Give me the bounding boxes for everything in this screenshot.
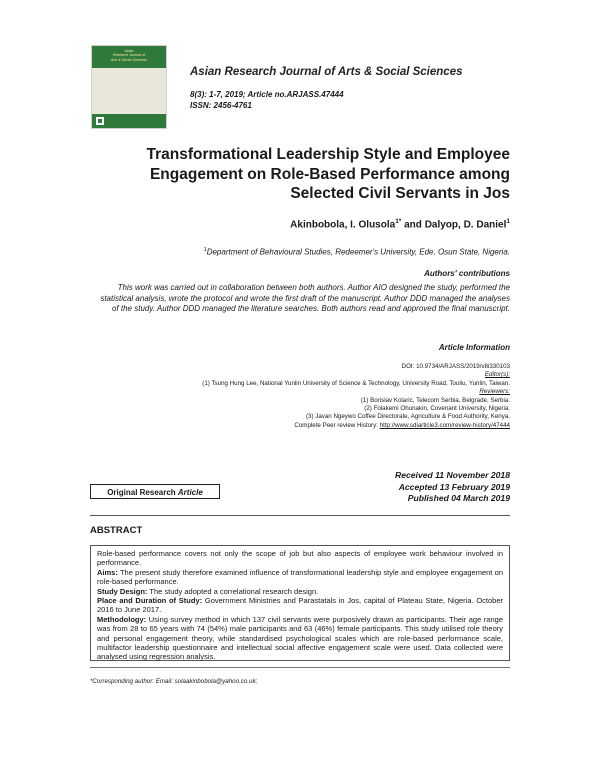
corresponding-author-footnote: *Corresponding author: Email: solaakinbobola@yahoo.co.uk; xyxy=(90,678,258,685)
contributions-heading: Authors' contributions xyxy=(424,269,510,278)
place-text: Government Ministries and Parastatals in Jos, capital of Plateau State, Nigeria. October 2016 to June 2017. xyxy=(97,596,503,615)
journal-cover-image xyxy=(91,45,167,129)
design-label: Study Design: xyxy=(97,586,148,596)
place-label: Place and Duration of Study: xyxy=(97,596,203,606)
date-accepted: Accepted 13 February 2019 xyxy=(398,481,510,492)
affiliation-mark: 1 xyxy=(203,247,207,253)
author-affiliation-mark: 1* xyxy=(395,218,402,225)
doi: DOI: 10.9734/ARJASS/2019/v8i330103 xyxy=(401,363,510,370)
abstract-methodology xyxy=(97,615,503,662)
cover-title-band xyxy=(92,46,166,68)
reviewer-entry: (2) Folakemi Ohunakin, Covenant University, Nigeria. xyxy=(364,405,510,413)
author-affiliation-mark: 1 xyxy=(506,218,510,225)
aims-text: The present study therefore examined influence of transformational leadership style and employee engagement on role-based performance. xyxy=(97,567,503,587)
affiliation-text: Department of Behavioural Studies, Redeemer's University, Ede, Osun State, Nigeria. xyxy=(206,247,510,257)
author-name: Dalyop, D. Daniel xyxy=(424,219,507,231)
editors-label: Editor(s): xyxy=(484,371,510,379)
date-published: Published 04 March 2019 xyxy=(407,493,510,503)
article-type-box xyxy=(90,484,220,499)
cover-title-line: Asian xyxy=(124,49,134,53)
publisher-logo-icon xyxy=(96,117,104,125)
editor-entry: (1) Tsung Hung Lee, National Yunlin University of Science & Technology, University Road, Touliu, Yunlin, Taiwan. xyxy=(202,379,510,387)
reviewer-entry: (3) Javan Ngeywo Coffee Directorate, Agriculture & Food Authority, Kenya. xyxy=(305,413,510,421)
abstract-aims xyxy=(97,568,503,587)
article-info-block xyxy=(110,363,510,430)
journal-issn: ISSN: 2456-4761 xyxy=(190,101,252,110)
footnote-divider xyxy=(90,667,510,668)
abstract-box xyxy=(90,545,510,661)
review-history-link[interactable]: http://www.sdiarticle3.com/review-history/47444 xyxy=(379,421,510,429)
review-history-label: Complete Peer review History: xyxy=(294,421,380,429)
cover-title-line: Arts & Social Sciences xyxy=(110,57,148,62)
reviewers-label: Reviewers: xyxy=(479,388,510,396)
design-text: The study adopted a correlational research design. xyxy=(147,586,319,596)
date-received: Received 11 November 2018 xyxy=(395,470,510,480)
author-line xyxy=(290,218,510,230)
author-name: Akinbobola, I. Olusola xyxy=(290,219,396,231)
cover-bottom-band xyxy=(92,114,166,128)
aims-label: Aims: xyxy=(97,567,118,577)
article-title: Transformational Leadership Style and Employee Engagement on Role-Based Performance among Selected Civil Servants in Jos xyxy=(146,146,510,202)
divider xyxy=(90,515,510,516)
methodology-text: Using survey method in which 137 civil servants were purposively drawn as participants. Their age range was from 28 to 65 years with 74 (54%) male participants and 63 (46%) female participants. This study utilised role theory and personal engagement theory, while standardised psychological scales which are role-based performance scale, multifactor leadership questionnaire and intellectual social affective engagement scale were used. Data collected were analysed using regression analysis. xyxy=(97,614,503,662)
review-history xyxy=(110,422,510,430)
article-info-heading: Article Information xyxy=(438,343,510,352)
affiliation xyxy=(204,247,510,257)
abstract-intro: Role-based performance covers not only the scope of job but also aspects of employee work behaviour involved in performance. xyxy=(97,549,503,568)
methodology-label: Methodology: xyxy=(97,614,147,624)
abstract-heading: ABSTRACT xyxy=(90,525,143,536)
journal-volume: 8(3): 1-7, 2019; Article no.ARJASS.47444 xyxy=(190,90,344,99)
cover-title-line: Research Journal of xyxy=(112,53,146,58)
abstract-place xyxy=(97,596,503,615)
journal-name: Asian Research Journal of Arts & Social Sciences xyxy=(190,66,463,78)
article-dates xyxy=(395,470,510,505)
reviewer-entry: (1) Borislav Kolaric, Telecom Serbia, Belgrade, Serbia. xyxy=(360,396,510,404)
author-connector: and xyxy=(401,219,425,231)
contributions-text: This work was carried out in collaboration between both authors. Author AIO designed the study, performed the statistical analysis, wrote the protocol and wrote the first draft of the manuscript. Author DDD managed the analyses of the study. Author DDD managed the literature searches. Both authors read and approved the final manuscript. xyxy=(100,283,510,314)
abstract-design xyxy=(97,587,503,596)
article-type-prefix: Original Research xyxy=(107,488,178,497)
article-type-suffix: Article xyxy=(177,488,203,497)
